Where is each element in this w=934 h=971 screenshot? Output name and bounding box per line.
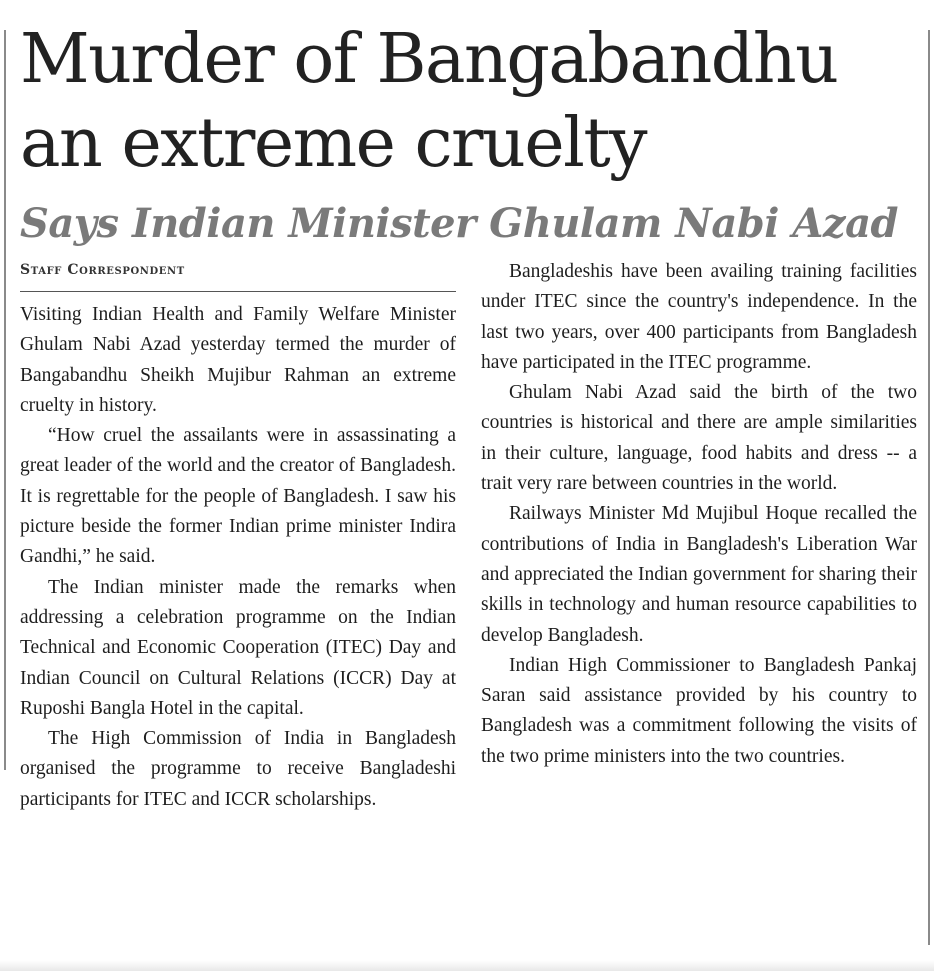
column-rule-left — [4, 30, 6, 770]
article-column-left — [20, 300, 456, 815]
byline-rule — [20, 291, 456, 292]
page-bottom-edge — [0, 960, 934, 971]
headline: Murder of Bangabandhu an extreme cruelty — [20, 20, 838, 183]
paragraph: Bangladeshis have been availing training facilities under ITEC since the country's independence. In the last two years, over 400 participants from Bangladesh have participated in the ITEC programme. — [481, 261, 917, 373]
column-rule-right — [928, 30, 930, 945]
paragraph: The High Commission of India in Bangladesh organised the programme to receive Bangladeshi participants for ITEC and ICCR scholarships. — [20, 728, 456, 810]
subheadline: Says Indian Minister Ghulam Nabi Azad — [20, 200, 898, 247]
paragraph: Railways Minister Md Mujibul Hoque recalled the contributions of India in Bangladesh's Liberation War and appreciated the Indian government for sharing their skills in technology and human resource capabilities to develop Bangladesh. — [481, 503, 917, 646]
paragraph: Visiting Indian Health and Family Welfare Minister Ghulam Nabi Azad yesterday termed the murder of Bangabandhu Sheikh Mujibur Rahman an extreme cruelty in history. — [20, 304, 456, 416]
paragraph: Indian High Commissioner to Bangladesh Pankaj Saran said assistance provided by his country to Bangladesh was a commitment following the visits of the two prime ministers into the two countries. — [481, 654, 917, 767]
paragraph: The Indian minister made the remarks when addressing a celebration programme on the Indian Technical and Economic Cooperation (ITEC) Day and Indian Council on Cultural Relations (ICCR) Day at Ruposhi Bangla Hotel in the capital. — [20, 576, 456, 719]
article-column-right — [481, 257, 917, 772]
paragraph: “How cruel the assailants were in assassinating a great leader of the world and the creator of Bangladesh. It is regrettable for the people of Bangladesh. I saw his picture beside the former Indian prime minister Indira Gandhi,” he said. — [20, 425, 456, 568]
paragraph: Ghulam Nabi Azad said the birth of the two countries is historical and there are ample similarities in their culture, language, food habits and dress -- a trait very rare between countries in the world. — [481, 382, 917, 495]
byline: Staff Correspondent — [20, 262, 185, 278]
